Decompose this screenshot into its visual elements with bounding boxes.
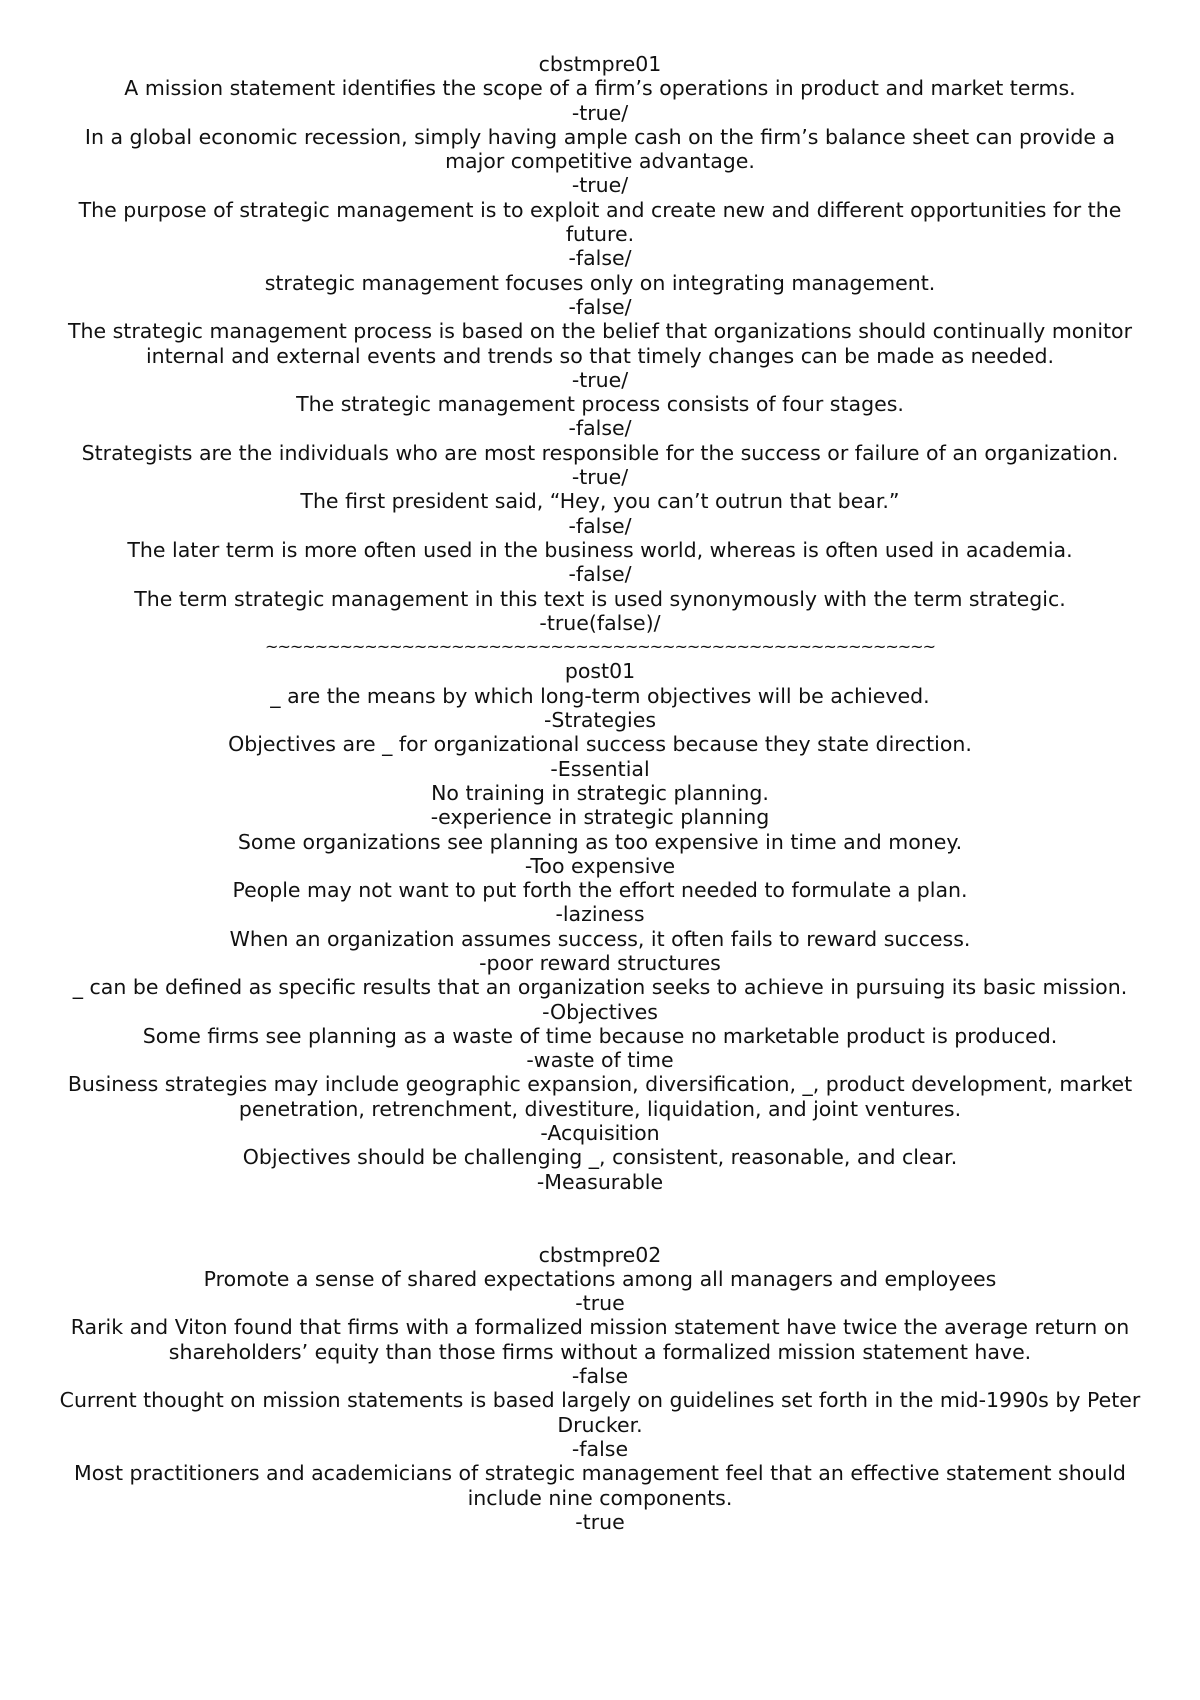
answer: -Strategies [543,708,657,733]
answer: -true/ [571,367,629,392]
question: Objectives should be challenging _, consistent, reasonable, and clear. [242,1145,958,1170]
answer: -Objectives [542,999,658,1024]
answer: -false/ [568,562,632,587]
question: _ can be defined as specific results that an organization seeks to achieve in pursuing its basic mission. [72,975,1128,1000]
question: Promote a sense of shared expectations among all managers and employees [203,1266,997,1291]
answer: -false [571,1364,629,1389]
question: Rarik and Viton found that firms with a formalized mission statement have twice the average return on shareholders’ equity than those firms without a formalized mission statement have. [70,1315,1130,1364]
answer: -false/ [568,416,632,441]
question: The strategic management process is based on the belief that organizations should continually monitor internal and external events and trends so that timely changes can be made as needed. [67,319,1133,368]
question: Strategists are the individuals who are most responsible for the success or failure of an organization. [81,440,1119,465]
question: Objectives are _ for organizational success because they state direction. [228,732,972,757]
question: Current thought on mission statements is based largely on guidelines set forth in the mid-1990s by Peter Drucker. [59,1388,1141,1437]
answer: -false/ [568,294,632,319]
section-divider: ~~~~~~~~~~~~~~~~~~~~~~~~~~~~~~~~~~~~~~~~~~~~~~~~~~~~~~ [265,637,935,657]
answer: -true/ [571,100,629,125]
question: strategic management focuses only on integrating management. [264,270,936,295]
question: People may not want to put forth the effort needed to formulate a plan. [232,878,968,903]
section-spacer [55,1194,1145,1243]
question: No training in strategic planning. [431,780,769,805]
answer: -false/ [568,246,632,271]
question: Some organizations see planning as too expensive in time and money. [237,829,963,854]
question: When an organization assumes success, it often fails to reward success. [229,926,971,951]
answer: -true [575,1291,625,1316]
question: A mission statement identifies the scope of a firm’s operations in product and market terms. [124,76,1076,101]
answer: -false/ [568,513,632,538]
question: In a global economic recession, simply having ample cash on the firm’s balance sheet can provide a major competitive advantage. [84,124,1116,174]
document-content [55,52,1145,1534]
question: Business strategies may include geographic expansion, diversification, _, product development, market penetration, retrenchment, divestiture, liquidation, and joint ventures. [67,1072,1133,1121]
answer: -Too expensive [524,853,676,878]
answer: -laziness [555,902,645,927]
answer: -Measurable [536,1169,664,1194]
question: _ are the means by which long-term objectives will be achieved. [270,683,930,708]
answer: -poor reward structures [479,950,721,975]
question: The strategic management process consists of four stages. [296,392,904,417]
question: Most practitioners and academicians of strategic management feel that an effective statement should include nine components. [74,1461,1126,1510]
section-title: cbstmpre01 [538,52,662,76]
answer: -Essential [550,756,650,781]
answer: -waste of time [526,1048,674,1073]
question: The first president said, “Hey, you can’t outrun that bear.” [300,489,900,514]
answer: -experience in strategic planning [430,805,770,830]
answer: -true(false)/ [539,610,661,635]
question: The later term is more often used in the business world, whereas is often used in academia. [127,537,1073,562]
answer: -Acquisition [540,1121,660,1146]
question: The term strategic management in this text is used synonymously with the term strategic. [134,586,1066,611]
question: Some firms see planning as a waste of time because no marketable product is produced. [142,1023,1058,1048]
answer: -true/ [571,465,629,490]
question: The purpose of strategic management is to exploit and create new and different opportunities for the future. [78,197,1122,247]
section-title: post01 [564,659,636,684]
section-title: cbstmpre02 [538,1242,662,1267]
answer: -true [575,1509,625,1534]
answer: -true/ [571,173,629,198]
answer: -false [571,1436,629,1461]
